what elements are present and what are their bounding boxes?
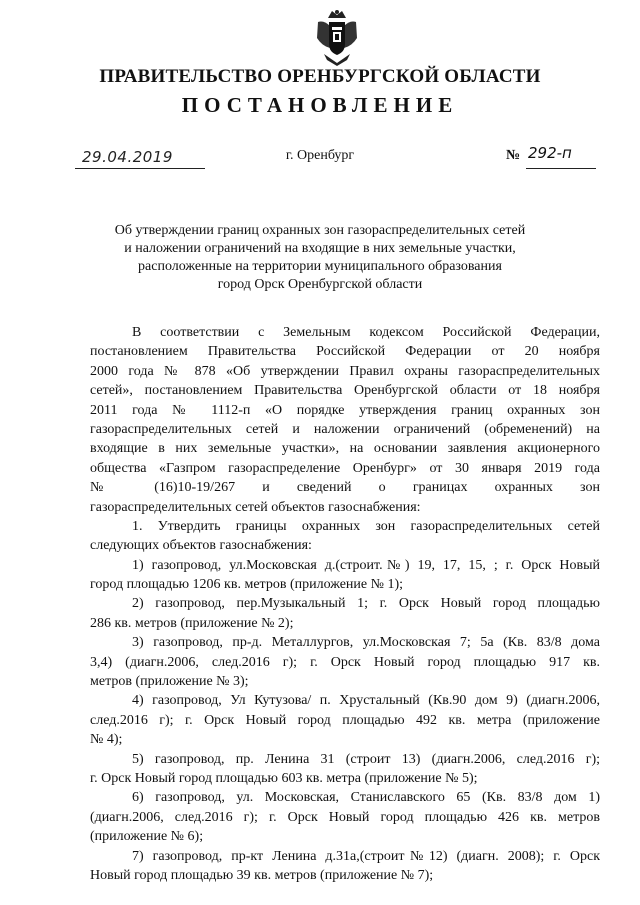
body-line: город площадью 1206 кв. метров (приложение № 1); <box>90 577 404 593</box>
body-line: 3,4) (диагн.2006, след.2016 г); г. Орск Новый город площадью 917 кв. <box>90 654 600 670</box>
body-line: 5) газопровод, пр. Ленина 31 (строит 13) (диагн.2006, след.2016 г); <box>132 751 600 767</box>
body-line: Новый город площадью 39 кв. метров (приложение № 7); <box>90 867 434 883</box>
body-line: № 4); <box>90 732 123 748</box>
body-line: (приложение № 6); <box>90 829 204 845</box>
body-line: 7) газопровод, пр-кт Ленина д.31а,(строит№12) (диагн. 2008); г. Орск <box>132 848 600 864</box>
body-line: следующих объектов газоснабжения: <box>90 538 312 554</box>
document-subject <box>80 222 560 294</box>
body-line: 286 кв. метров (приложение № 2); <box>90 615 294 631</box>
body-line: газораспределительных сетей объектов газоснабжения: <box>90 499 421 515</box>
date-underline <box>75 168 205 169</box>
body-line: 1. Утвердить границы охранных зон газораспределительных сетей <box>132 518 600 534</box>
body-line: № (16)10-19/267 и сведений о границах охранных зон <box>90 480 600 496</box>
number-underline <box>526 168 596 169</box>
body-line: 2011 года № 1112-п «О порядке утверждения границ охранных зон <box>90 402 600 418</box>
body-line: В соответствии с Земельным кодексом Российской Федерации, <box>132 325 600 340</box>
body-line: 2) газопровод, пер.Музыкальный 1; г. Орск Новый город площадью <box>132 596 600 612</box>
organization-title: ПРАВИТЕЛЬСТВО ОРЕНБУРГСКОЙ ОБЛАСТИ <box>99 66 541 87</box>
body-line: 1) газопровод, ул.Московская д.(строит.№) 19, 17, 15, ; г. Орск Новый <box>132 557 600 573</box>
body-line: газораспределительных сетей и наложении ограничений (обременений) на <box>90 421 600 437</box>
body-line: (диагн.2006, след.2016 г); г. Орск Новый город площадью 426 кв. метров <box>90 809 600 825</box>
subject-line: город Орск Оренбургской области <box>217 277 423 292</box>
body-line: постановлением Правительства Российской Федерации от 20 ноября <box>90 344 600 360</box>
body-line: входящие в них земельные участки», на основании заявления акционерного <box>90 441 600 457</box>
body-line: общества «Газпром газораспределение Оренбург» от 30 января 2019 года <box>90 460 600 476</box>
body-line: след.2016 г); г. Орск Новый город площадью 492 кв. метра (приложение <box>90 712 600 728</box>
body-line: г. Орск Новый город площадью 603 кв. метра (приложение № 5); <box>90 770 478 786</box>
subject-line: Об утверждении границ охранных зон газораспределительных сетей <box>114 223 526 238</box>
coat-of-arms-icon <box>314 8 360 66</box>
document-date: 29.04.2019 <box>82 148 173 166</box>
subject-line: и наложении ограничений на входящие в них земельные участки, <box>124 241 516 256</box>
document-city: г. Оренбург <box>285 148 355 163</box>
document-type: ПОСТАНОВЛЕНИЕ <box>181 93 459 117</box>
body-line: 2000 года № 878 «Об утверждении Правил охраны газораспределительных <box>90 363 600 379</box>
document-number: 292-п <box>528 144 572 162</box>
body-line: 6) газопровод, ул. Московская, Станиславского 65 (Кв. 83/8 дом 1) <box>132 790 600 806</box>
subject-line: расположенные на территории муниципального образования <box>138 259 502 274</box>
document-body <box>90 323 600 885</box>
body-line: сетей», постановлением Правительства Оренбургской области от 18 ноября <box>90 383 600 399</box>
body-line: метров (приложение № 3); <box>90 674 249 690</box>
number-label: № <box>506 148 521 163</box>
body-line: 3) газопровод, пр-д. Металлургов, ул.Московская 7; 5а (Кв. 83/8 дома <box>132 635 600 651</box>
body-line: 4) газопровод, Ул Кутузова/ п. Хрустальный (Кв.90 дом 9) (диагн.2006, <box>132 693 600 709</box>
